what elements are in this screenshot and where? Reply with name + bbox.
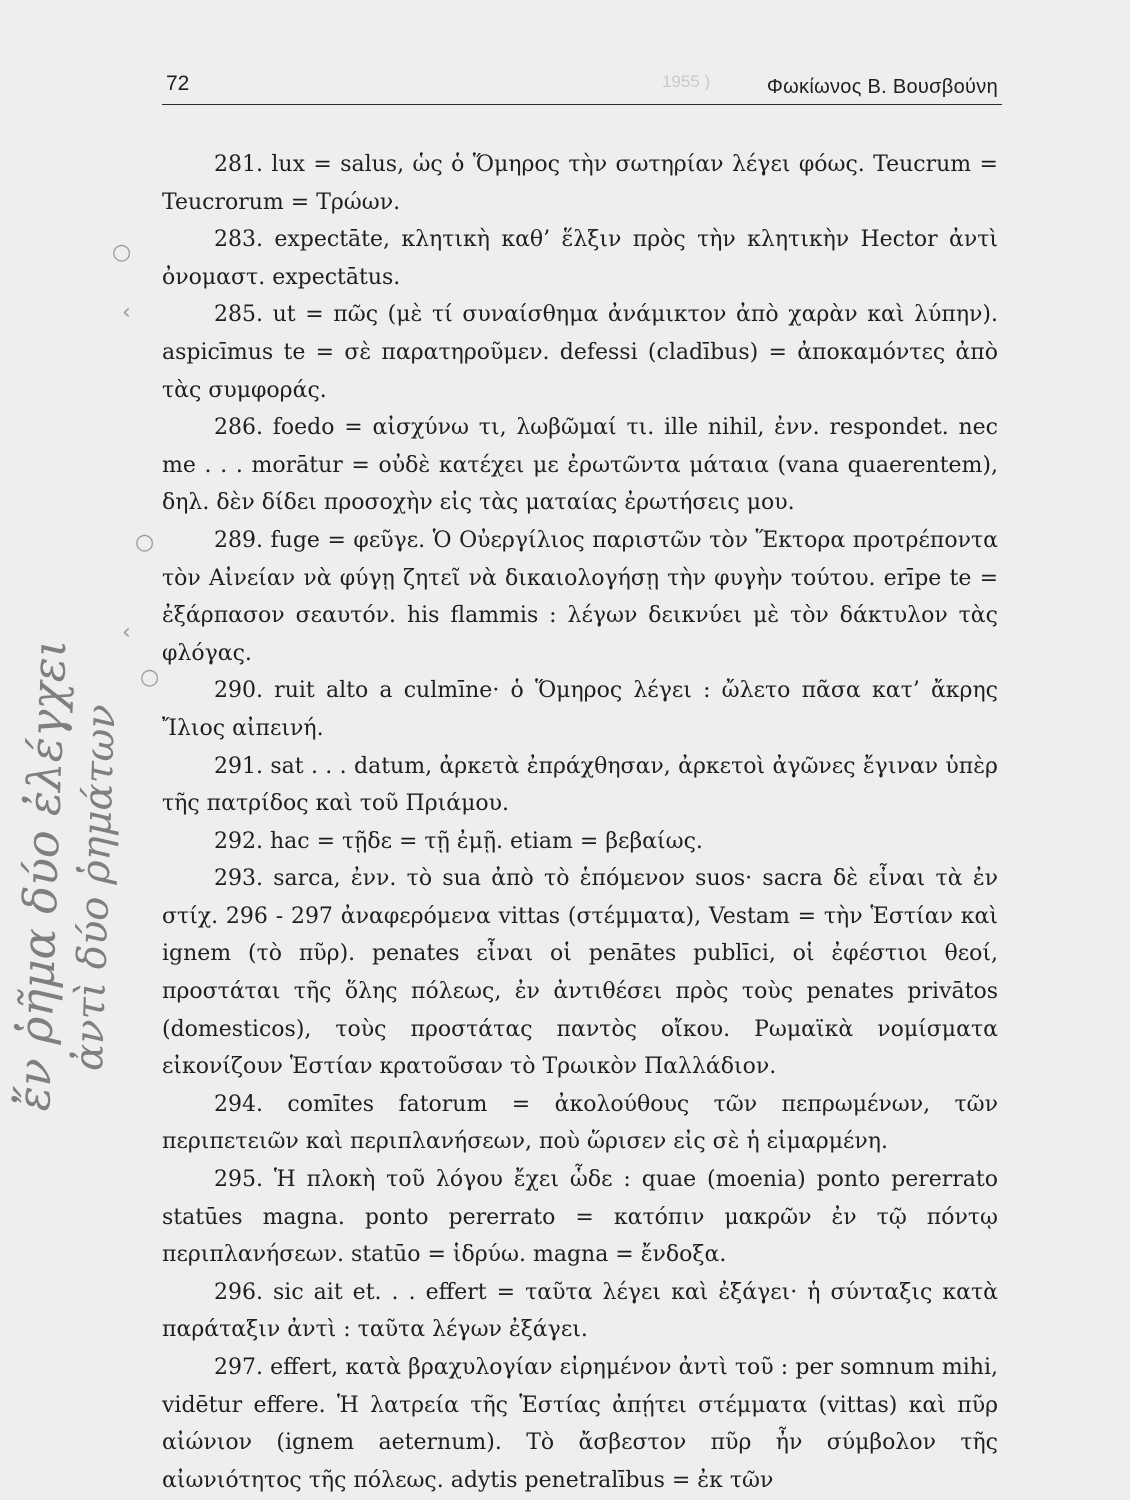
- note-297: 297. effert, κατὰ βραχυλογίαν εἰρημένον ἀντὶ τοῦ : per somnum mihi, vidētur effere. Ἡ λατρεία τῆς Ἑστίας ἀπῄτει στέμματα (vittas) καὶ πῦρ αἰώνιον (ignem aeternum). Τὸ ἄσβεστον πῦρ ἦν σύμβολον τῆς αἰωνιότητος τῆς πόλεως. adytis penetralībus = ἐκ τῶν: [162, 1355, 998, 1493]
- note-283: 283. expectāte, κλητικὴ καθ’ ἕλξιν πρὸς τὴν κλητικὴν Hector ἀντὶ ὀνομαστ. expectātus.: [162, 227, 998, 290]
- handwritten-margin-note: ἔν ῥῆμα δύο ἐλέγχει: [6, 638, 77, 1112]
- commentary-body: [162, 146, 998, 1499]
- note-295: 295. Ἡ πλοκὴ τοῦ λόγου ἔχει ὧδε : quae (moenia) ponto pererrato statūes magna. ponto pererrato = κατόπιν μακρῶν ἐν τῷ πόντῳ περιπλανήσεων. statūo = ἱδρύω. magna = ἔνδοξα.: [162, 1167, 998, 1268]
- page-number: 72: [166, 72, 190, 95]
- note-291: 291. sat . . . datum, ἀρκετὰ ἐπράχθησαν, ἀρκετοὶ ἀγῶνες ἔγιναν ὑπὲρ τῆς πατρίδος καὶ τοῦ Πριάμου.: [162, 753, 998, 817]
- running-head: Φωκίωνος Β. Βουσβούνη: [766, 76, 998, 98]
- pencil-arrow-mark: ‹: [122, 620, 131, 645]
- note-286: 286. foedo = αἰσχύνω τι, λωβῶμαί τι. ille nihil, ἐνν. respondet. nec me . . . morātur = οὐδὲ κατέχει με ἐρωτῶντα μάταια (vana quaerentem), δηλ. δὲν δίδει προσοχὴν εἰς τὰς ματαίας ἐρωτήσεις μου.: [162, 415, 998, 516]
- note-293: 293. sarca, ἐνν. τὸ sua ἀπὸ τὸ ἑπόμενον suos· sacra δὲ εἶναι τὰ ἐν στίχ. 296 - 297 ἀναφερόμενα vittas (στέμματα), Vestam = τὴν Ἑστίαν καὶ ignem (τὸ πῦρ). penates εἶναι οἱ penātes publīci, οἱ ἐφέστιοι θεοί, προστάται τῆς ὅλης πόλεως, ἐν ἀντιθέσει πρὸς τοὺς penates privātos (domesticos), τοὺς προστάτας παντὸς οἴκου. Ρωμαϊκὰ νομίσματα εἰκονίζουν Ἑστίαν κρατοῦσαν τὸ Τρωικὸν Παλλάδιον.: [162, 866, 998, 1080]
- note-290: 290. ruit alto a culmīne· ὁ Ὅμηρος λέγει : ὤλετο πᾶσα κατ’ ἄκρης Ἴλιος αἰπεινή.: [162, 678, 998, 741]
- pencil-circle-mark: ○: [135, 530, 155, 555]
- handwritten-margin-note-2: ἀντὶ δύο ῥημάτων: [66, 703, 125, 1072]
- note-296: 296. sic ait et. . . effert = ταῦτα λέγει καὶ ἐξάγει· ἡ σύνταξις κατὰ παράταξιν ἀντὶ : ταῦτα λέγων ἐξάγει.: [162, 1279, 998, 1343]
- pencil-arrow-mark: ‹: [122, 300, 131, 325]
- bleed-through-text: 1955 ): [662, 72, 711, 91]
- pencil-circle-mark: ○: [140, 665, 160, 690]
- page-header: [162, 64, 1002, 105]
- note-285: 285. ut = πῶς (μὲ τί συναίσθημα ἀνάμικτον ἀπὸ χαρὰν καὶ λύπην). aspicīmus te = σὲ παρατηροῦμεν. defessi (cladībus) = ἀποκαμόντες ἀπὸ τὰς συμφοράς.: [162, 302, 998, 403]
- note-281: 281. lux = salus, ὡς ὁ Ὅμηρος τὴν σωτηρίαν λέγει φόως. Teucrum = Teucrorum = Τρώων.: [162, 152, 998, 215]
- pencil-circle-mark: ○: [112, 240, 132, 265]
- note-289: 289. fuge = φεῦγε. Ὁ Οὐεργίλιος παριστῶν τὸν Ἕκτορα προτρέποντα τὸν Αἰνείαν νὰ φύγῃ ζητεῖ νὰ δικαιολογήσῃ τὴν φυγὴν τούτου. erīpe te = ἐξάρπασον σεαυτόν. his flammis : λέγων δεικνύει μὲ τὸν δάκτυλον τὰς φλόγας.: [162, 527, 998, 666]
- note-294: 294. comītes fatorum = ἀκολούθους τῶν πεπρωμένων, τῶν περιπετειῶν καὶ περιπλανήσεων, ποὺ ὥρισεν εἰς σὲ ἡ εἱμαρμένη.: [162, 1091, 998, 1155]
- note-292: 292. hac = τῇδε = τῇ ἐμῇ. etiam = βεβαίως.: [214, 828, 703, 854]
